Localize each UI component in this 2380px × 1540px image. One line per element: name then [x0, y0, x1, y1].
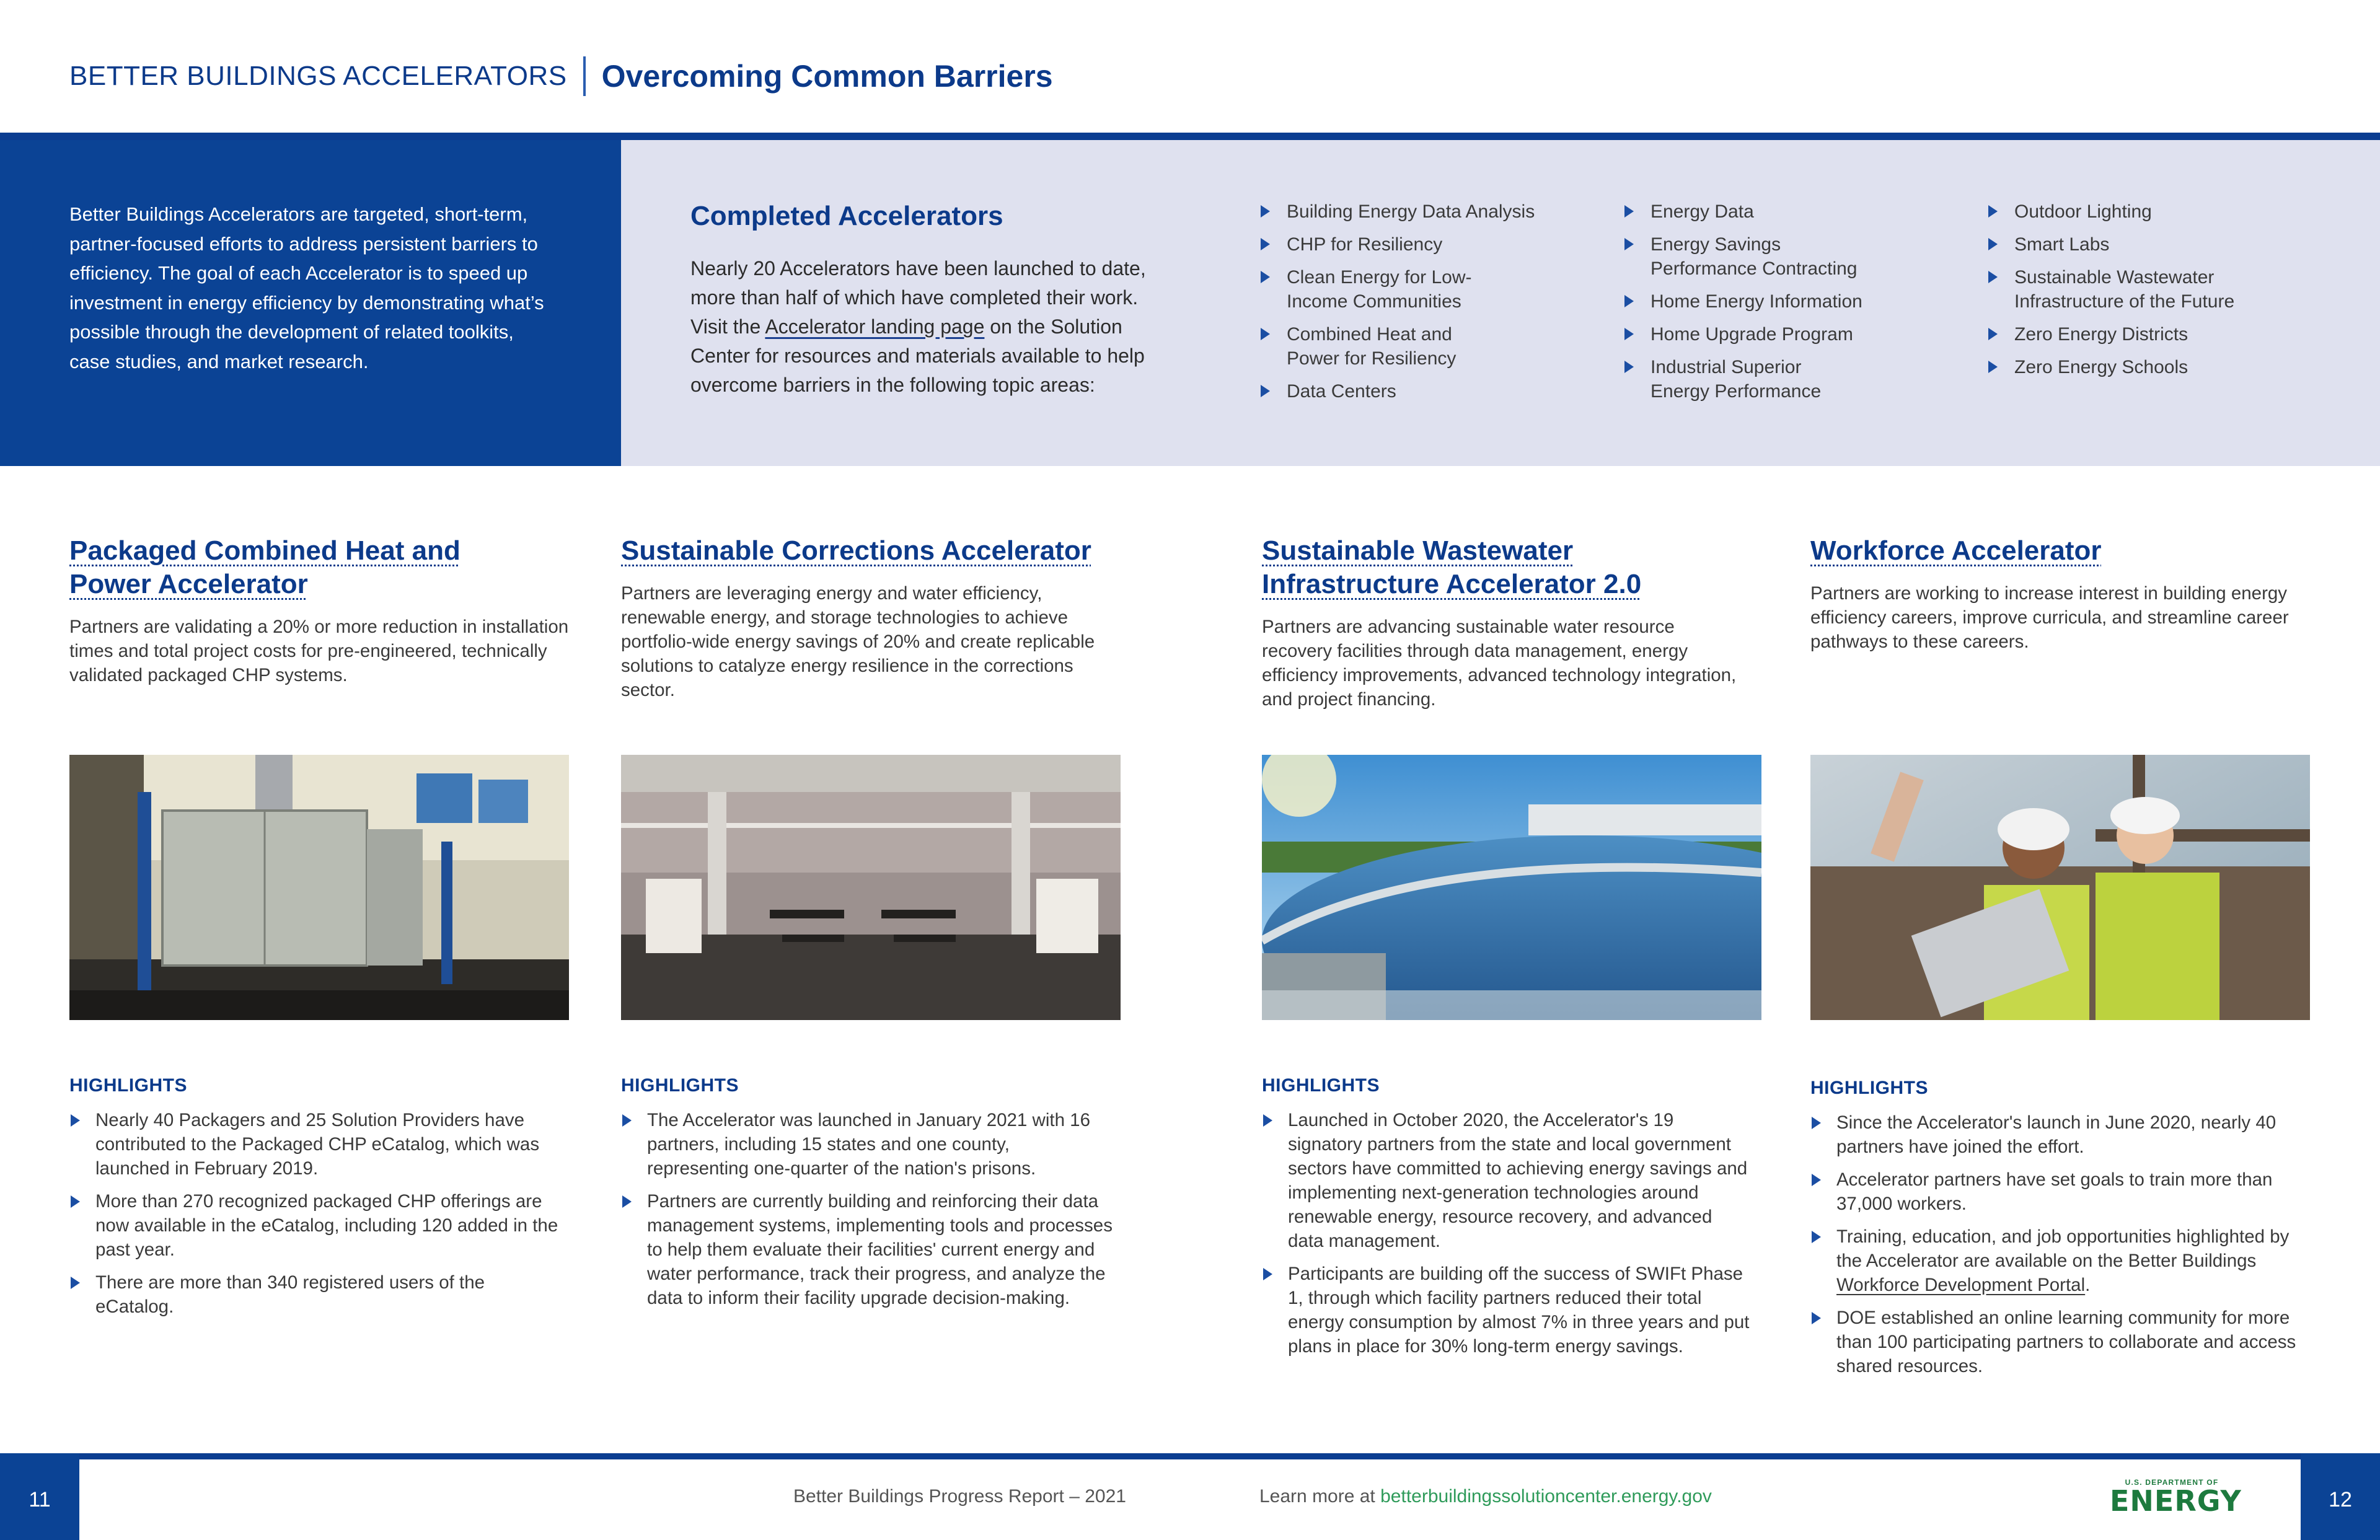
chp-accelerator-column: [69, 534, 575, 687]
highlight-item: Accelerator partners have set goals to train more than 37,000 workers.: [1810, 1168, 2319, 1216]
wastewater-treatment-photo: [1262, 755, 1761, 1020]
topic-item: Sustainable Wastewater Infrastructure of the Future: [1987, 265, 2254, 314]
intro-panel: [0, 140, 621, 466]
topic-item: Home Upgrade Program: [1623, 322, 1946, 346]
highlight-item: Training, education, and job opportunities highlighted by the Accelerator are available on the Better Buildings Workforce Development Portal.: [1810, 1225, 2319, 1297]
page-title: Overcoming Common Barriers: [601, 59, 1053, 94]
bullet-triangle-icon: [1812, 1174, 1821, 1186]
footer-rule: [0, 1453, 2380, 1459]
bullet-triangle-icon: [1812, 1231, 1821, 1243]
completed-title: Completed Accelerators: [690, 201, 1003, 231]
topic-item: Zero Energy Districts: [1987, 322, 2309, 346]
accelerator-landing-link[interactable]: Accelerator landing page: [765, 315, 985, 338]
completed-text: [690, 254, 1149, 400]
bullet-triangle-icon: [1812, 1117, 1821, 1129]
intro-text: Better Buildings Accelerators are targeted, short-term, partner-focused efforts to address persistent barriers to efficiency. The goal of each Accelerator is to speed up investment in energy efficiency by demonstrating what’s possible through the development of related toolkits, case studies, and market research.: [69, 203, 544, 372]
workforce-portal-link[interactable]: Workforce Development Portal: [1836, 1275, 2086, 1295]
corrections-accelerator-column: [621, 534, 1120, 702]
completed-panel: [621, 140, 2380, 466]
page-number-right: 12: [2301, 1453, 2380, 1540]
bullet-triangle-icon: [71, 1114, 80, 1127]
wastewater-accelerator-desc: Partners are advancing sustainable water resource recovery facilities through data management, energy efficiency improvements, advanced technology integration, and project financing.: [1262, 617, 1737, 710]
corrections-accelerator-title[interactable]: Sustainable Corrections Accelerator: [621, 535, 1091, 566]
topics-column-2: [1623, 200, 1946, 412]
topic-item: Zero Energy Schools: [1987, 355, 2309, 379]
corrections-accelerator-desc: Partners are leveraging energy and water efficiency, renewable energy, and storage technologies to achieve portfolio-wide energy savings of 20% and create replicable solutions to catalyze energy resilience in the corrections sector.: [621, 583, 1095, 700]
solution-center-link[interactable]: betterbuildingssolutioncenter.energy.gov: [1380, 1486, 1712, 1507]
topics-column-1: [1259, 200, 1582, 412]
bullet-triangle-icon: [1988, 205, 1998, 218]
bullet-triangle-icon: [71, 1195, 80, 1208]
bullet-triangle-icon: [1812, 1312, 1821, 1324]
page-header: [69, 55, 1053, 98]
chp-highlights-list: [69, 1108, 578, 1327]
bullet-triangle-icon: [1988, 328, 1998, 340]
completed-text-before: Nearly 20 Accelerators have been launched to date, more than half of which have completed their work. Visit the: [690, 257, 1146, 338]
program-name: BETTER BUILDINGS ACCELERATORS: [69, 61, 567, 91]
chp-accelerator-desc: Partners are validating a 20% or more reduction in installation times and total project costs for pre-engineered, technically validated packaged CHP systems.: [69, 617, 569, 685]
top-rule: [0, 133, 2380, 140]
bullet-triangle-icon: [1988, 238, 1998, 250]
highlight-item: Participants are building off the success of SWIFt Phase 1, through which facility partners reduced their total energy consumption by almost 7% in three years and put plans in place for 30% long-term energy savings.: [1262, 1262, 1752, 1358]
corrections-highlights-label: HIGHLIGHTS: [621, 1075, 739, 1096]
highlight-item: More than 270 recognized packaged CHP offerings are now available in the eCatalog, including 120 added in the past year.: [69, 1189, 578, 1262]
highlight-item: Since the Accelerator's launch in June 2020, nearly 40 partners have joined the effort.: [1810, 1111, 2319, 1159]
doe-logo-small: U.S. DEPARTMENT OF: [2125, 1478, 2219, 1487]
topic-item: Energy Savings Performance Contracting: [1623, 232, 1871, 281]
bullet-triangle-icon: [71, 1277, 80, 1289]
bullet-triangle-icon: [1988, 271, 1998, 283]
highlight-item: DOE established an online learning community for more than 100 participating partners to collaborate and access shared resources.: [1810, 1306, 2319, 1378]
chp-system-photo: [69, 755, 569, 1020]
bullet-triangle-icon: [1624, 361, 1634, 373]
bullet-triangle-icon: [1261, 328, 1270, 340]
topics-column-3: [1987, 200, 2309, 388]
topic-item: CHP for Resiliency: [1259, 232, 1582, 257]
page-number-left: 11: [0, 1453, 79, 1540]
bullet-triangle-icon: [1624, 328, 1634, 340]
highlight-item: Launched in October 2020, the Accelerator's 19 signatory partners from the state and local government sectors have committed to achieving energy savings and implementing next-generation technologies around renewable energy, resource recovery, and advanced data management.: [1262, 1108, 1752, 1253]
bullet-triangle-icon: [622, 1195, 632, 1208]
bullet-triangle-icon: [1261, 385, 1270, 397]
bullet-triangle-icon: [622, 1114, 632, 1127]
highlight-item: The Accelerator was launched in January 2021 with 16 partners, including 15 states and one county, representing one-quarter of the nation's prisons.: [621, 1108, 1104, 1181]
bullet-triangle-icon: [1624, 295, 1634, 307]
bullet-triangle-icon: [1261, 271, 1270, 283]
doe-logo: [2110, 1478, 2242, 1518]
topic-item: Industrial Superior Energy Performance: [1623, 355, 1846, 403]
topic-item: Data Centers: [1259, 379, 1582, 403]
workforce-accelerator-column: [1810, 534, 2319, 654]
topic-item: Home Energy Information: [1623, 289, 1946, 314]
wastewater-highlights-label: HIGHLIGHTS: [1262, 1075, 1380, 1096]
workforce-highlights-list: [1810, 1111, 2319, 1387]
bullet-triangle-icon: [1261, 205, 1270, 218]
chp-highlights-label: HIGHLIGHTS: [69, 1075, 187, 1096]
topic-item: Building Energy Data Analysis: [1259, 200, 1582, 224]
wastewater-accelerator-title[interactable]: Sustainable Wastewater Infrastructure Accelerator 2.0: [1262, 535, 1642, 599]
workforce-accelerator-desc: Partners are working to increase interest in building energy efficiency careers, improve curricula, and streamline career pathways to these careers.: [1810, 583, 2289, 652]
doe-logo-big: ENERGY: [2110, 1484, 2242, 1518]
topic-item: Clean Energy for Low-Income Communities: [1259, 265, 1520, 314]
completed-text-after: on the Solution Center for resources and materials available to help overcome barriers in the following topic areas:: [690, 315, 1145, 396]
bullet-triangle-icon: [1263, 1268, 1272, 1280]
bullet-triangle-icon: [1624, 205, 1634, 218]
learn-more: Learn more at betterbuildingssolutioncenter.energy.gov: [1259, 1486, 1712, 1507]
workforce-accelerator-title[interactable]: Workforce Accelerator: [1810, 535, 2102, 566]
bullet-triangle-icon: [1263, 1114, 1272, 1127]
topic-item: Smart Labs: [1987, 232, 2309, 257]
highlight-item: Partners are currently building and reinforcing their data management systems, implementing tools and processes to help them evaluate their facilities' current energy and water performance, track their progress, and analyze the data to inform their facility upgrade decision-making.: [621, 1189, 1129, 1310]
wastewater-highlights-list: [1262, 1108, 1752, 1367]
wastewater-accelerator-column: [1262, 534, 1742, 711]
header-divider: [583, 56, 586, 96]
highlight-item: Nearly 40 Packagers and 25 Solution Providers have contributed to the Packaged CHP eCatalog, which was launched in February 2019.: [69, 1108, 578, 1181]
workforce-training-photo: [1810, 755, 2310, 1020]
bullet-triangle-icon: [1624, 238, 1634, 250]
workforce-highlights-label: HIGHLIGHTS: [1810, 1078, 1928, 1098]
topic-item: Combined Heat and Power for Resiliency: [1259, 322, 1470, 371]
topic-item: Energy Data: [1623, 200, 1946, 224]
bullet-triangle-icon: [1261, 238, 1270, 250]
chp-accelerator-title[interactable]: Packaged Combined Heat and Power Accelerator: [69, 535, 461, 599]
corrections-facility-photo: [621, 755, 1121, 1020]
highlight-item: There are more than 340 registered users of the eCatalog.: [69, 1270, 491, 1319]
report-title: Better Buildings Progress Report – 2021: [793, 1486, 1126, 1507]
corrections-highlights-list: [621, 1108, 1129, 1319]
completed-block: [690, 201, 1149, 400]
topic-item: Outdoor Lighting: [1987, 200, 2309, 224]
bullet-triangle-icon: [1988, 361, 1998, 373]
